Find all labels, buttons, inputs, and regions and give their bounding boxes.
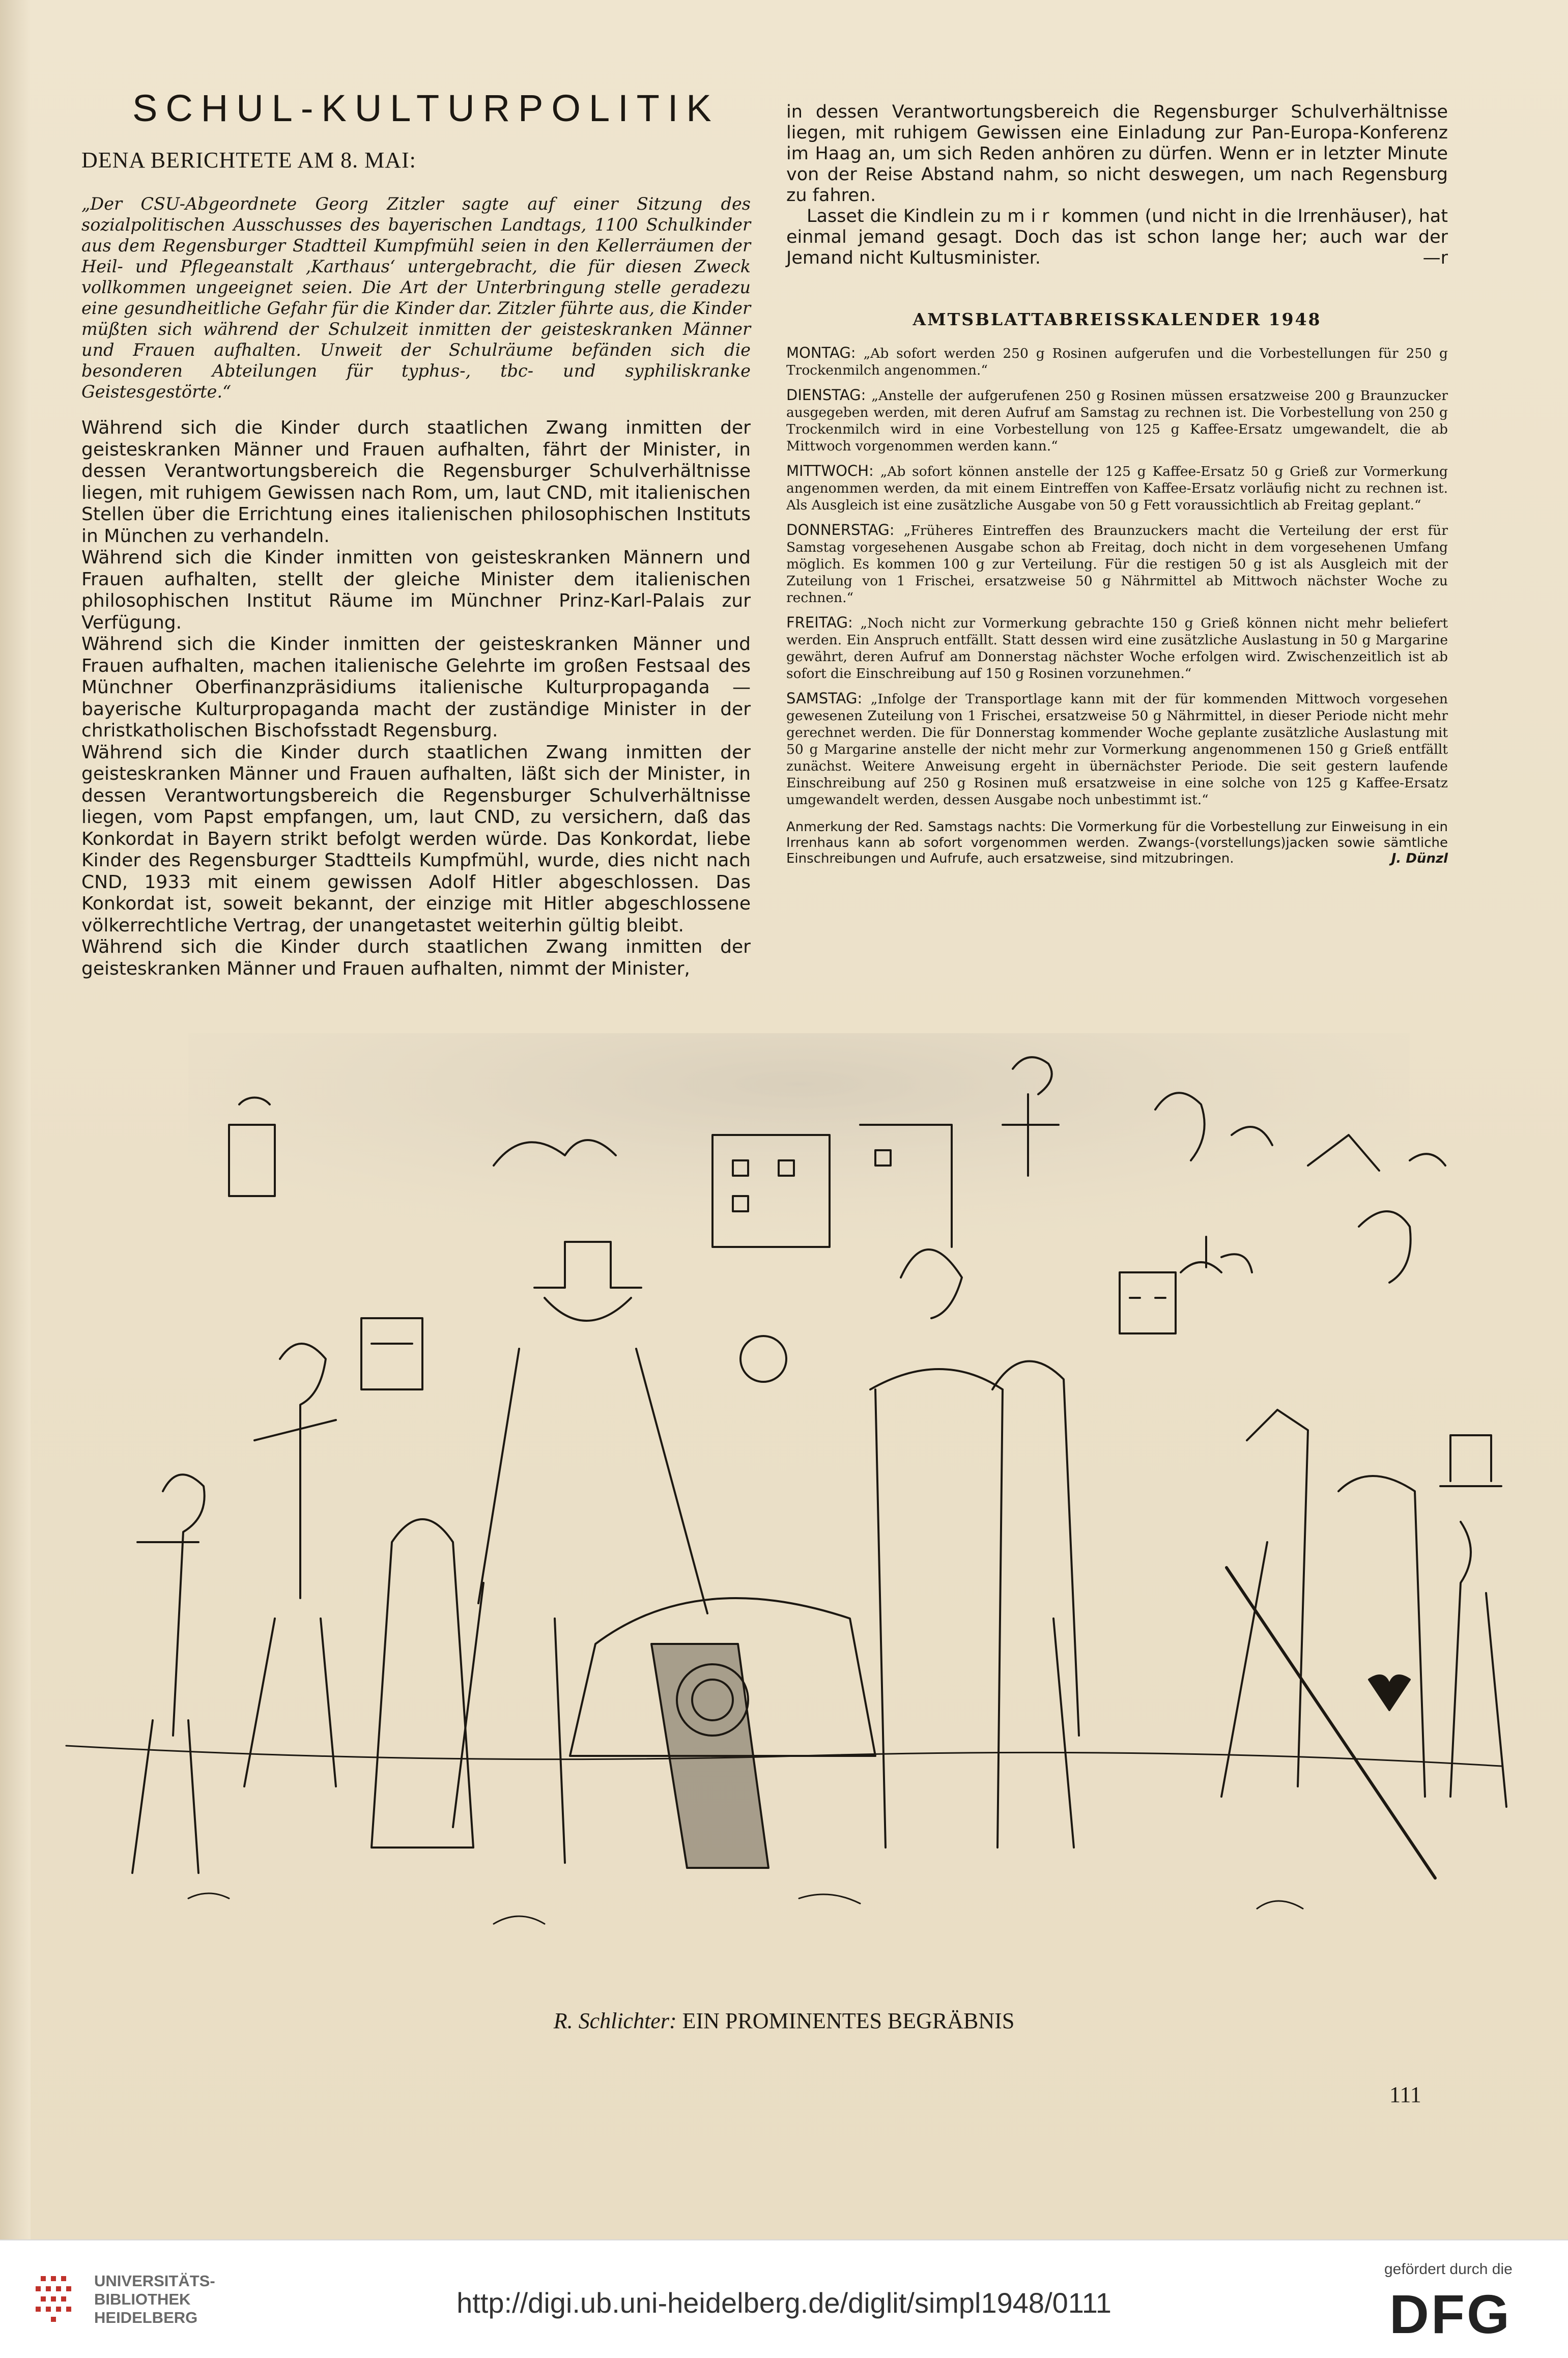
- article-closing: [786, 206, 1448, 269]
- funding-label: gefördert durch die: [1384, 2261, 1513, 2278]
- article-paragraph: Während sich die Kinder durch staatlichen Zwang inmitten der geisteskranken Männer und Frauen aufhalten, nimmt der Minister,: [81, 936, 751, 979]
- calendar-day-label: MONTAG:: [786, 344, 856, 361]
- editorial-note-signature: J. Dünzl: [1391, 851, 1448, 866]
- editorial-note-text: Anmerkung der Red. Samstags nachts: Die Vormerkung für die Vorbestellung zur Einweisung in ein Irrenhaus kann ab sofort vorgenommen werden. Zwangs-(vorstellungs)jacken sowie sämtliche Einschreibungen und Aufrufe, auch ersatzweise, sind mitzubringen.: [786, 819, 1448, 866]
- calendar-entry-text: „Früheres Eintreffen des Braunzuckers macht die Verteilung der erst für Samstag vorgesehenen Ausgabe schon ab Freitag, doch nicht in dem vorgesehenen Umfang möglich. Es kommen 100 g zur Verteilung. Für die restigen 50 g ist als Ausgleich mit der Zuteilung von 1 Frischei, ersatzweise 50 g Nährmittel ab Mittwoch nächster Woche zu rechnen.“: [786, 523, 1448, 606]
- article-paragraph: Während sich die Kinder inmitten der geisteskranken Männer und Frauen aufhalten, machen italienische Gelehrte im großen Festsaal des Münchner Oberfinanzpräsidiums italienische Kulturpropaganda — bayerische Kulturpropaganda macht der zuständige Minister in der christkatholischen Bischofsstadt Regensburg.: [81, 634, 751, 741]
- page-number: 111: [1389, 2082, 1421, 2107]
- calendar-entry-text: „Anstelle der aufgerufenen 250 g Rosinen müssen ersatzweise 200 g Braunzucker ausgegeben werden, mit deren Aufruf am Samstag zu rechnen ist. Die Vorbestellung von 250 g Trockenmilch wird in eine Vorbestellung von 125 g Kaffee-Ersatz umgewandelt, die ab Mittwoch vorgenommen werden kann.“: [786, 388, 1448, 454]
- calendar-entry-freitag: [786, 614, 1448, 682]
- dateline: DENA BERICHTETE AM 8. MAI:: [81, 148, 416, 173]
- illustration-title: EIN PROMINENTES BEGRÄBNIS: [682, 2008, 1015, 2033]
- digitization-footer: [0, 2239, 1568, 2358]
- calendar-entry-text: „Noch nicht zur Vormerkung gebrachte 150 g Grieß können nicht mehr beliefert werden. Ein Anspruch entfällt. Statt dessen wird eine zusätzliche Auslastung in 50 g Margarine gewährt, deren Aufruf am Donnerstag nächster Woche erfolgen wird. Zwischenzeitlich ist ab sofort die Einschreibung auf 150 g Rosinen vorzunehmen.“: [786, 615, 1448, 681]
- page-spine-shadow: [0, 0, 31, 2239]
- article-column-right: [786, 102, 1448, 867]
- calendar-entry-text: „Ab sofort werden 250 g Rosinen aufgerufen und die Vorbestellungen für 250 g Trockenmilch angenommen.“: [786, 346, 1448, 378]
- closing-text-pre: Lasset die Kindlein zu: [807, 206, 1008, 226]
- calendar-entry-dienstag: [786, 387, 1448, 454]
- calendar-entry-montag: [786, 345, 1448, 379]
- dfg-logo: DFG: [1389, 2283, 1512, 2345]
- illustration-caption: [0, 2008, 1568, 2034]
- library-name-line: BIBLIOTHEK: [94, 2290, 191, 2308]
- editorial-note: [786, 819, 1448, 867]
- calendar-day-label: DONNERSTAG:: [786, 521, 895, 538]
- closing-signature: —r: [1422, 248, 1448, 268]
- funeral-cartoon-illustration: [36, 1033, 1522, 1985]
- article-continuation: in dessen Verantwortungsbereich die Regensburger Schulverhältnisse liegen, mit ruhigem Gewissen eine Einladung zur Pan-Europa-Konferenz im Haag an, um sich Reden anhören zu dürfen. Wenn er in letzter Minute von der Reise Abstand nahm, so nicht deswegen, um nach Regensburg zu fahren.: [786, 102, 1448, 206]
- closing-text-spaced: mir: [1007, 206, 1056, 226]
- calendar-day-label: DIENSTAG:: [786, 386, 866, 404]
- calendar-entry-text: „Ab sofort können anstelle der 125 g Kaffee-Ersatz 50 g Grieß zur Vormerkung angenommen werden, da mit einem Eintreffen von Kaffee-Ersatz vorläufig nicht zu rechnen ist. Als Ausgleich ist eine zusätzliche Ausgabe von 50 g Fett voraussichtlich ab Freitag geplant.“: [786, 464, 1448, 513]
- library-name-line: UNIVERSITÄTS-: [94, 2272, 215, 2290]
- calendar-entry-samstag: [786, 690, 1448, 808]
- calendar-day-label: FREITAG:: [786, 614, 853, 631]
- calendar-title: AMTSBLATTABREISSKALENDER 1948: [913, 309, 1322, 329]
- illustration-author: R. Schlichter:: [553, 2008, 677, 2033]
- article-heading: SCHUL-KULTURPOLITIK: [132, 87, 720, 129]
- calendar-entry-text: „Infolge der Transportlage kann mit der für kommenden Mittwoch vorgesehen gewesenen Zuteilung von 1 Frischei, ersatzweise 50 g Nährmittel, in dieser Periode nicht mehr gerechnet werden. Die für Donnerstag kommender Woche geplante zusätzliche Auslastung mit 50 g Margarine anstelle der nicht mehr zur Vormerkung angenommenen 150 g Grieß entfällt zunächst. Weitere Anweisung ergeht in übernächster Periode. Die seit gestern laufende Einschreibung auf 250 g Rosinen muß ersatzweise in eine solche von 125 g Kaffee-Ersatz umgewandelt werden, dessen Ausgabe noch unbestimmt ist.“: [786, 691, 1448, 808]
- digitization-url-link[interactable]: http://digi.ub.uni-heidelberg.de/diglit/simpl1948/0111: [457, 2287, 1111, 2319]
- calendar-day-label: MITTWOCH:: [786, 462, 874, 479]
- article-column-left: [81, 87, 751, 980]
- quoted-report: „Der CSU-Abgeordnete Georg Zitzler sagte auf einer Sitzung des sozialpolitischen Ausschusses des bayerischen Landtags, 1100 Schulkinder aus dem Regensburger Stadtteil Kumpfmühl seien in den Kellerräumen der Heil- und Pflegeanstalt ‚Karthaus‘ untergebracht, die für diesen Zweck vollkommen ungeeignet seien. Die Art der Unterbringung stelle geradezu eine gesundheitliche Gefahr für die Kinder dar. Zitzler führte aus, die Kinder müßten sich während der Schulzeit inmitten der geisteskranken Männer und Frauen aufhalten. Unweit der Schulräume befänden sich die besonderen Abteilungen für typhus-, tbc- und syphiliskranke Geistesgestörte.“: [81, 194, 751, 402]
- calendar-entry-donnerstag: [786, 522, 1448, 606]
- closing-text-post: kommen (und nicht in die Irrenhäuser), hat einmal jemand gesagt. Doch das ist schon lange her; auch war der Jemand nicht Kultusminister.: [786, 206, 1448, 268]
- article-paragraph: Während sich die Kinder durch staatlichen Zwang inmitten der geisteskranken Männer und Frauen aufhalten, läßt sich der Minister, in dessen Verantwortungsbereich die Regensburger Schulverhältnisse liegen, vom Papst empfangen, um, laut CND, zu versichern, daß das Konkordat in Bayern strikt befolgt werden würde. Das Konkordat, liebe Kinder des Regensburger Stadtteils Kumpfmühl, wurde, dies nicht nach CND, 1933 mit einem gewissen Adolf Hitler abgeschlossen. Das Konkordat ist, soweit bekannt, der einzige mit Hitler abgeschlossene völkerrechtliche Vertrag, der unangetastet weiterhin gültig bleibt.: [81, 742, 751, 936]
- calendar-day-label: SAMSTAG:: [786, 690, 863, 707]
- article-paragraph: Während sich die Kinder durch staatlichen Zwang inmitten der geisteskranken Männer und Frauen aufhalten, fährt der Minister, in dessen Verantwortungsbereich die Regensburger Schulverhältnisse liegen, mit ruhigem Gewissen nach Rom, um, laut CND, mit italienischen Stellen über die Errichtung eines italienischen philosophischen Instituts in München zu verhandeln.: [81, 417, 751, 547]
- library-name-line: HEIDELBERG: [94, 2309, 198, 2326]
- article-paragraph: Während sich die Kinder inmitten von geisteskranken Männern und Frauen aufhalten, stellt der gleiche Minister dem italienischen philosophischen Institut Räume im Münchner Prinz-Karl-Palais zur Verfügung.: [81, 547, 751, 633]
- calendar-entry-mittwoch: [786, 463, 1448, 514]
